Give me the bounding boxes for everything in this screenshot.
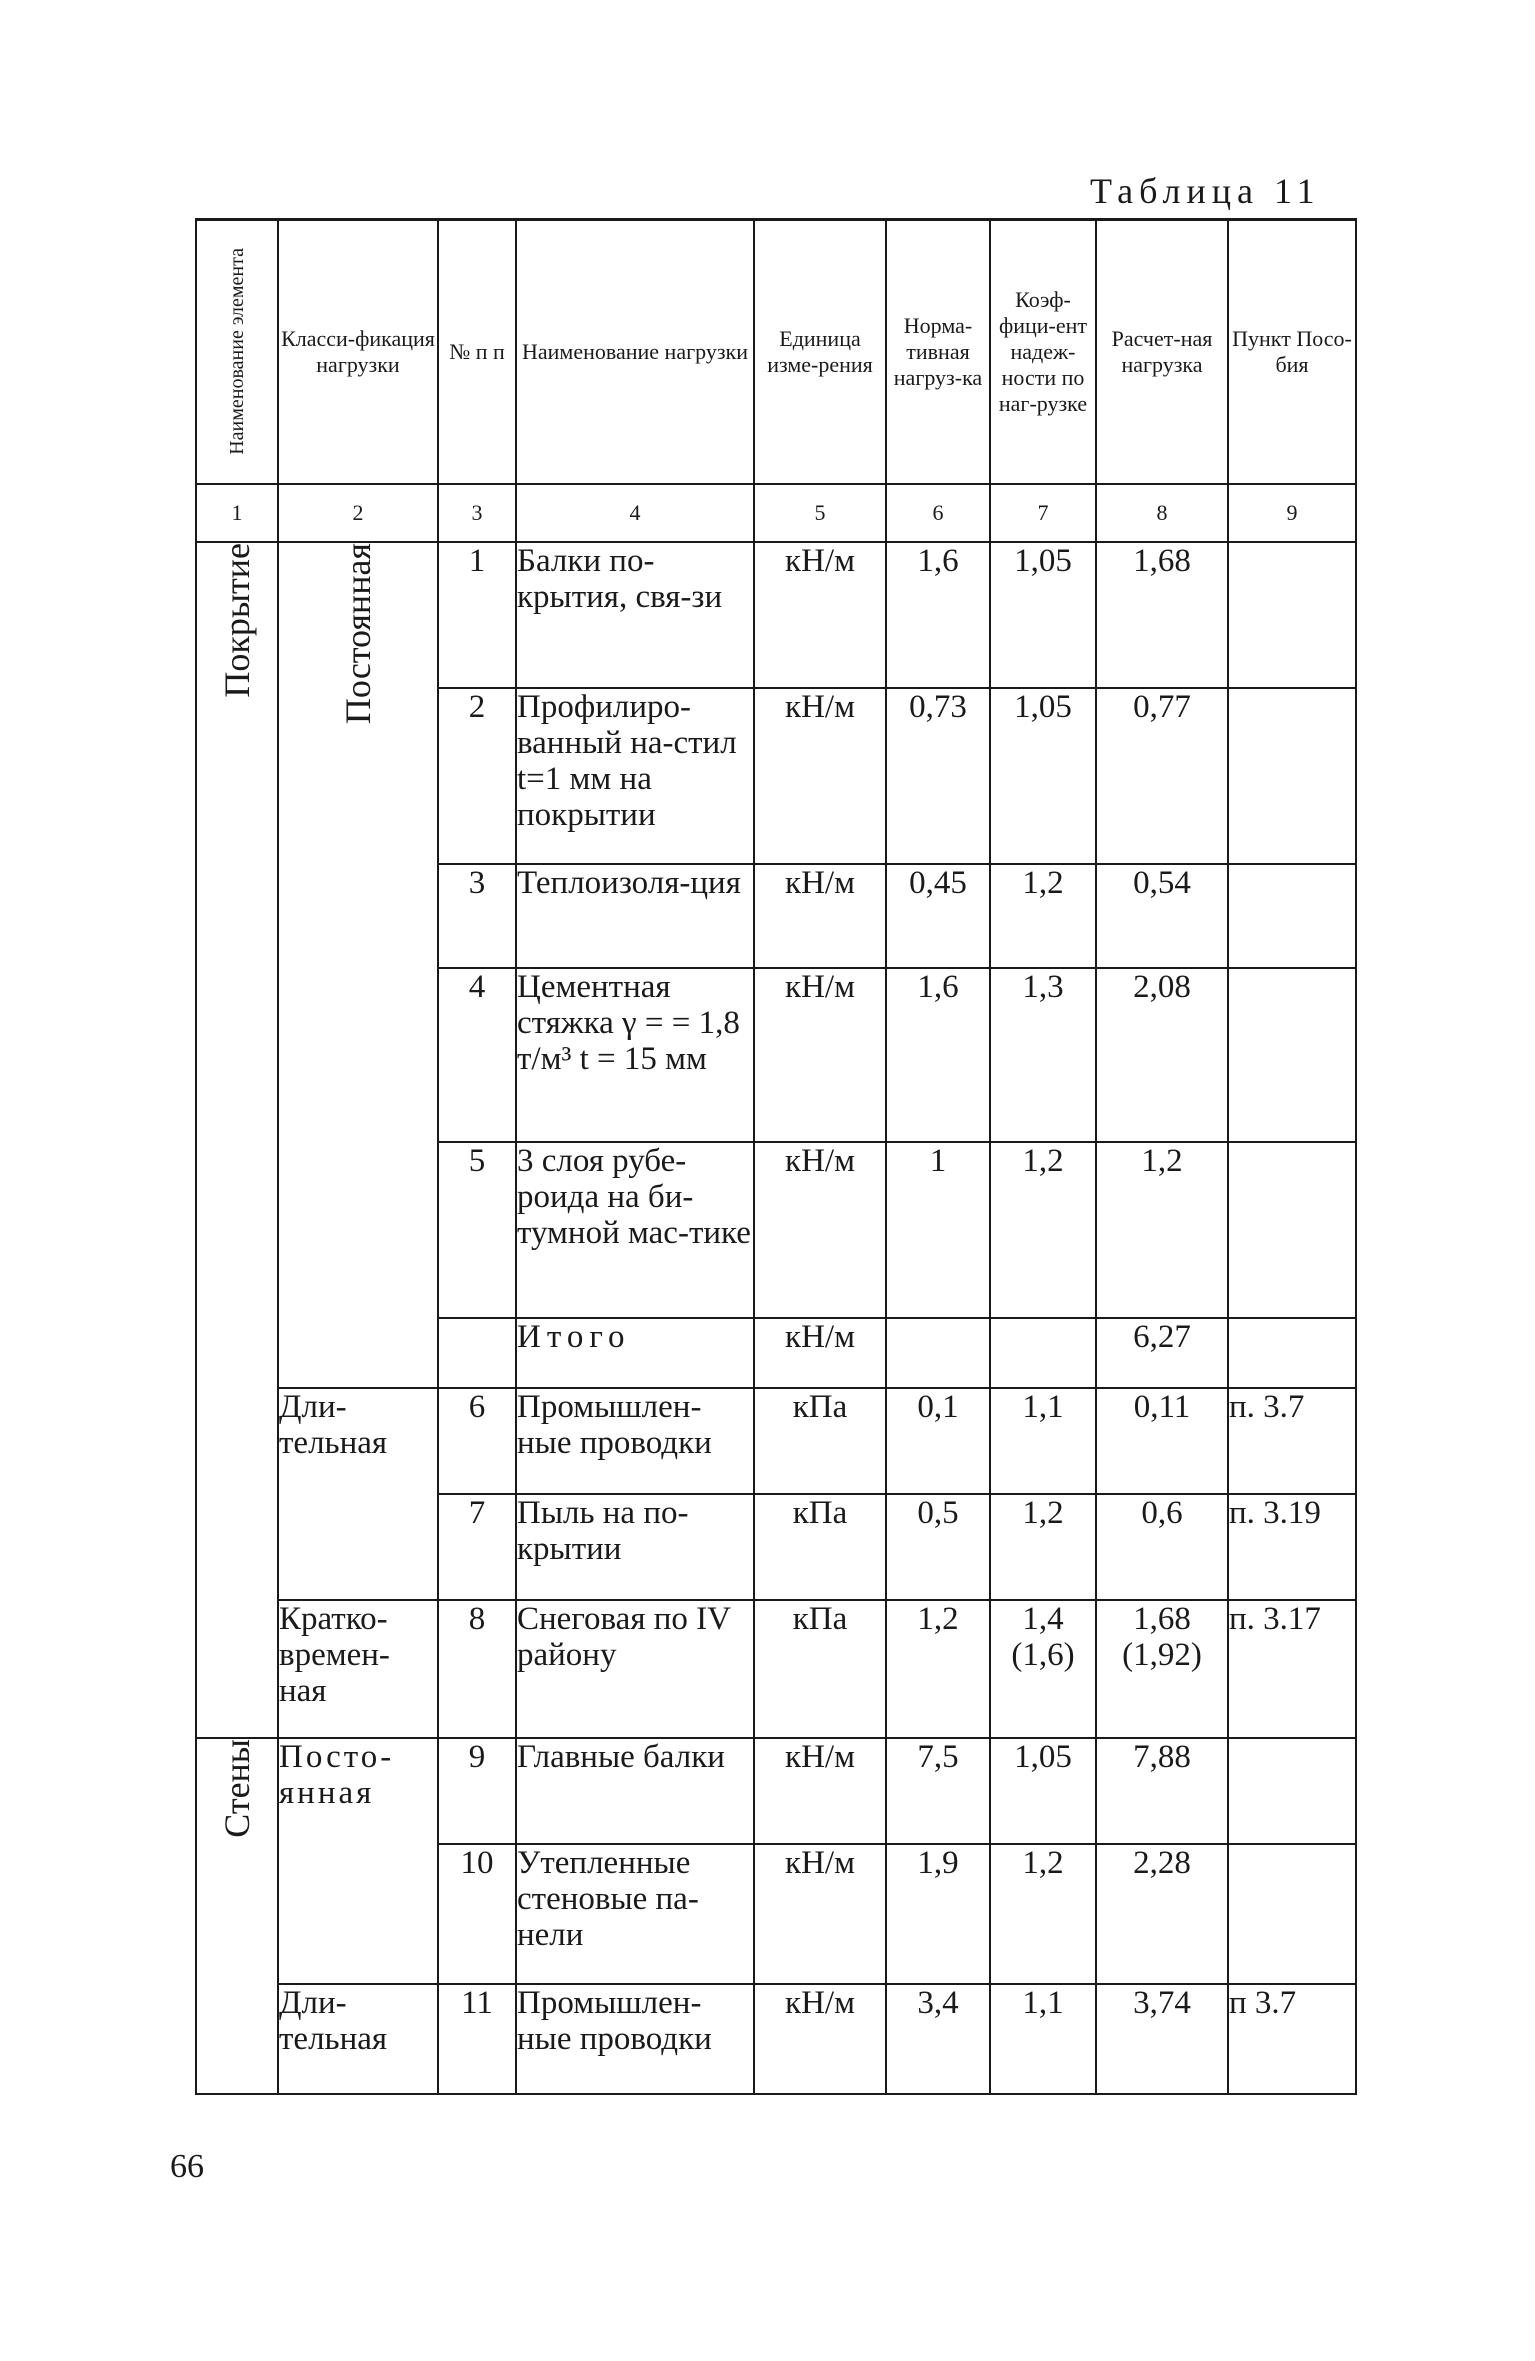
normative-value: 3,4 <box>886 1984 990 2094</box>
normative-value: 1,6 <box>886 968 990 1142</box>
row-number: 1 <box>438 542 516 688</box>
calculated-value: 6,27 <box>1096 1318 1228 1388</box>
header-row <box>196 220 1356 484</box>
load-name: Утепленные стеновые па-нели <box>516 1844 754 1984</box>
unit: кПа <box>754 1600 886 1738</box>
coefficient <box>990 1318 1096 1388</box>
unit: кН/м <box>754 864 886 968</box>
calculated-value: 3,74 <box>1096 1984 1228 2094</box>
header-element-name: Наименование элемента <box>196 220 278 484</box>
element-walls: Стены <box>196 1738 278 2094</box>
coefficient: 1,05 <box>990 1738 1096 1844</box>
unit: кПа <box>754 1494 886 1600</box>
col-number: 7 <box>990 484 1096 542</box>
unit: кН/м <box>754 968 886 1142</box>
clause-ref <box>1228 1738 1356 1844</box>
load-name: Промышлен-ные проводки <box>516 1984 754 2094</box>
coefficient: 1,2 <box>990 864 1096 968</box>
load-name: Главные балки <box>516 1738 754 1844</box>
calculated-value: 2,08 <box>1096 968 1228 1142</box>
header-normative: Норма-тивная нагруз-ка <box>886 220 990 484</box>
normative-value: 0,1 <box>886 1388 990 1494</box>
header-clause: Пункт Посо-бия <box>1228 220 1356 484</box>
row-number: 10 <box>438 1844 516 1984</box>
loads-table <box>195 218 1357 2095</box>
row-number: 6 <box>438 1388 516 1494</box>
element-roof: Покрытие <box>196 542 278 1738</box>
load-name: Цементная стяжка γ = = 1,8 т/м³ t = 15 мм <box>516 968 754 1142</box>
header-unit: Единица изме-рения <box>754 220 886 484</box>
coefficient: 1,05 <box>990 542 1096 688</box>
calculated-value: 1,68 <box>1096 542 1228 688</box>
header-load-name: Наименование нагрузки <box>516 220 754 484</box>
header-calculated: Расчет-ная нагрузка <box>1096 220 1228 484</box>
clause-ref <box>1228 864 1356 968</box>
load-name: 3 слоя рубе-роида на би-тумной мас-тике <box>516 1142 754 1318</box>
calculated-value: 2,28 <box>1096 1844 1228 1984</box>
table-row <box>196 1984 1356 2094</box>
col-number: 1 <box>196 484 278 542</box>
normative-value: 1,6 <box>886 542 990 688</box>
col-number: 8 <box>1096 484 1228 542</box>
table-row <box>196 1738 1356 1844</box>
coefficient: 1,1 <box>990 1984 1096 2094</box>
row-number: 3 <box>438 864 516 968</box>
clause-ref <box>1228 542 1356 688</box>
unit: кН/м <box>754 1984 886 2094</box>
class-permanent-walls: Посто-янная <box>278 1738 438 1984</box>
unit: кН/м <box>754 542 886 688</box>
row-number: 2 <box>438 688 516 864</box>
coefficient: 1,1 <box>990 1388 1096 1494</box>
load-name: Пыль на по-крытии <box>516 1494 754 1600</box>
class-permanent: Постоянная <box>278 542 438 1388</box>
clause-ref: п. 3.7 <box>1228 1388 1356 1494</box>
page-number: 66 <box>170 2148 204 2185</box>
coefficient: 1,3 <box>990 968 1096 1142</box>
col-number: 6 <box>886 484 990 542</box>
unit: кН/м <box>754 1738 886 1844</box>
coefficient: 1,2 <box>990 1142 1096 1318</box>
calculated-value: 0,6 <box>1096 1494 1228 1600</box>
table-row <box>196 1388 1356 1494</box>
header-number: № п п <box>438 220 516 484</box>
col-number: 5 <box>754 484 886 542</box>
load-name: Снеговая по IV району <box>516 1600 754 1738</box>
clause-ref <box>1228 968 1356 1142</box>
row-number: 4 <box>438 968 516 1142</box>
class-long-term-walls: Дли-тельная <box>278 1984 438 2094</box>
class-short-term: Кратко-времен-ная <box>278 1600 438 1738</box>
col-number: 2 <box>278 484 438 542</box>
table-row <box>196 542 1356 688</box>
unit: кН/м <box>754 1318 886 1388</box>
header-classification: Класси-фикация нагрузки <box>278 220 438 484</box>
normative-value: 0,45 <box>886 864 990 968</box>
coefficient: 1,4 (1,6) <box>990 1600 1096 1738</box>
clause-ref: п 3.7 <box>1228 1984 1356 2094</box>
clause-ref <box>1228 1142 1356 1318</box>
unit: кН/м <box>754 688 886 864</box>
calculated-value: 7,88 <box>1096 1738 1228 1844</box>
normative-value: 0,73 <box>886 688 990 864</box>
col-number: 4 <box>516 484 754 542</box>
coefficient: 1,2 <box>990 1494 1096 1600</box>
table-row <box>196 1600 1356 1738</box>
normative-value: 1,2 <box>886 1600 990 1738</box>
normative-value: 7,5 <box>886 1738 990 1844</box>
calculated-value: 1,2 <box>1096 1142 1228 1318</box>
row-number: 9 <box>438 1738 516 1844</box>
load-name: Профилиро-ванный на-стил t=1 мм на покрытии <box>516 688 754 864</box>
table-title: Таблица 11 <box>1090 171 1321 211</box>
clause-ref: п. 3.19 <box>1228 1494 1356 1600</box>
clause-ref: п. 3.17 <box>1228 1600 1356 1738</box>
load-name: Промышлен-ные проводки <box>516 1388 754 1494</box>
clause-ref <box>1228 688 1356 864</box>
header-coefficient: Коэф-фици-ент надеж-ности по наг-рузке <box>990 220 1096 484</box>
row-number: 5 <box>438 1142 516 1318</box>
calculated-value: 0,54 <box>1096 864 1228 968</box>
calculated-value: 0,11 <box>1096 1388 1228 1494</box>
load-name: Балки по-крытия, свя-зи <box>516 542 754 688</box>
calculated-value: 0,77 <box>1096 688 1228 864</box>
clause-ref <box>1228 1318 1356 1388</box>
normative-value <box>886 1318 990 1388</box>
clause-ref <box>1228 1844 1356 1984</box>
normative-value: 1,9 <box>886 1844 990 1984</box>
row-number: 7 <box>438 1494 516 1600</box>
row-number: 8 <box>438 1600 516 1738</box>
unit: кПа <box>754 1388 886 1494</box>
row-number <box>438 1318 516 1388</box>
total-label: Итого <box>516 1318 754 1388</box>
unit: кН/м <box>754 1142 886 1318</box>
class-long-term: Дли-тельная <box>278 1388 438 1600</box>
normative-value: 0,5 <box>886 1494 990 1600</box>
load-name: Теплоизоля-ция <box>516 864 754 968</box>
calculated-value: 1,68 (1,92) <box>1096 1600 1228 1738</box>
coefficient: 1,2 <box>990 1844 1096 1984</box>
row-number: 11 <box>438 1984 516 2094</box>
unit: кН/м <box>754 1844 886 1984</box>
column-numbers-row <box>196 484 1356 542</box>
normative-value: 1 <box>886 1142 990 1318</box>
coefficient: 1,05 <box>990 688 1096 864</box>
col-number: 9 <box>1228 484 1356 542</box>
col-number: 3 <box>438 484 516 542</box>
